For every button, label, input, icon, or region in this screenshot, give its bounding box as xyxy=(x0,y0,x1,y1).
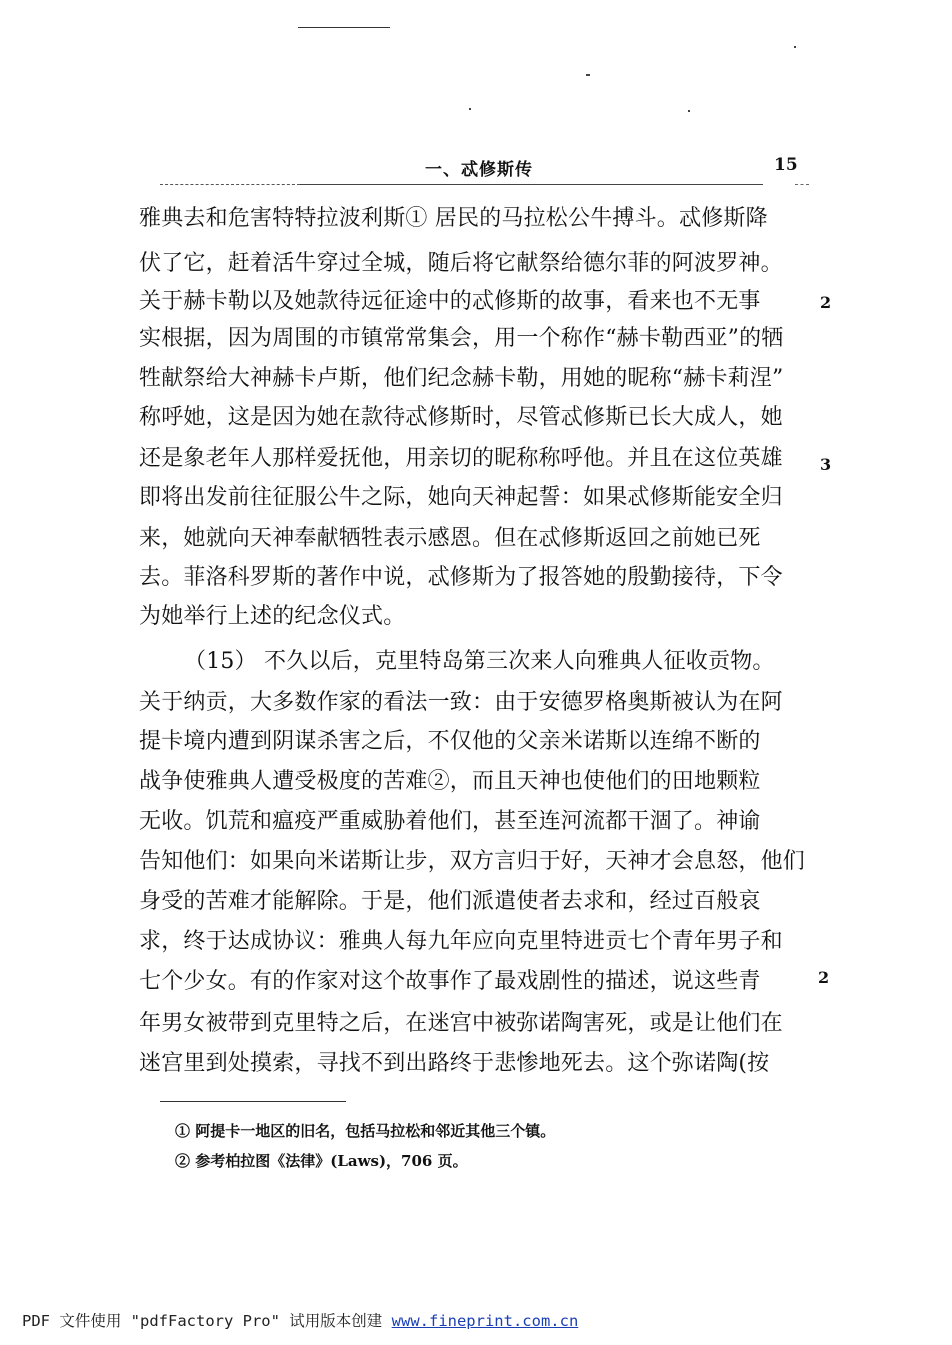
page-number: 15 xyxy=(774,155,798,175)
body-line: 提卡境内遭到阴谋杀害之后，不仅他的父亲米诺斯以连绵不断的 xyxy=(139,729,761,754)
body-line: 身受的苦难才能解除。于是，他们派遣使者去求和，经过百般哀 xyxy=(139,889,761,914)
footnote: ① 阿提卡一地区的旧名，包括马拉松和邻近其他三个镇。 xyxy=(175,1122,556,1140)
pdf-watermark-footer xyxy=(22,1309,578,1331)
body-line: 为她举行上述的纪念仪式。 xyxy=(139,604,406,629)
body-line: 七个少女。有的作家对这个故事作了最戏剧性的描述，说这些青 xyxy=(139,969,761,994)
body-line: 关于赫卡勒以及她款待远征途中的忒修斯的故事，看来也不无事 xyxy=(139,289,761,314)
scan-speck xyxy=(794,46,796,48)
scan-speck xyxy=(688,110,690,112)
header-rule xyxy=(795,184,809,186)
scan-speck xyxy=(469,108,471,110)
body-line: 求，终于达成协议：雅典人每九年应向克里特进贡七个青年男子和 xyxy=(139,929,783,954)
margin-line-marker: 2 xyxy=(820,293,832,312)
body-line: 伏了它，赶着活牛穿过全城，随后将它献祭给德尔菲的阿波罗神。 xyxy=(139,251,783,276)
body-line: 去。菲洛科罗斯的著作中说，忒修斯为了报答她的殷勤接待，下令 xyxy=(139,565,783,590)
body-line: 年男女被带到克里特之后，在迷宫中被弥诺陶害死，或是让他们在 xyxy=(139,1011,783,1036)
footnote-separator-gap xyxy=(150,1101,160,1102)
top-scan-line xyxy=(298,27,390,28)
body-line: 关于纳贡，大多数作家的看法一致：由于安德罗格奥斯被认为在阿 xyxy=(139,690,783,715)
footer-text: PDF 文件使用 "pdfFactory Pro" 试用版本创建 xyxy=(22,1312,383,1330)
footer-link[interactable]: www.fineprint.com.cn xyxy=(391,1312,579,1330)
running-header-title: 一、忒修斯传 xyxy=(425,160,533,180)
scan-speck xyxy=(586,74,590,76)
body-line: 雅典去和危害特特拉波利斯① 居民的马拉松公牛搏斗。忒修斯降 xyxy=(139,206,768,231)
body-line: 迷宫里到处摸索，寻找不到出路终于悲惨地死去。这个弥诺陶(按 xyxy=(139,1051,770,1076)
footnote: ② 参考柏拉图《法律》(Laws)，706 页。 xyxy=(175,1152,468,1170)
header-rule xyxy=(160,184,300,186)
body-line: 实根据，因为周围的市镇常常集会，用一个称作“赫卡勒西亚”的牺 xyxy=(139,326,784,351)
body-line: 称呼她，这是因为她在款待忒修斯时，尽管忒修斯已长大成人，她 xyxy=(139,405,783,430)
header-rule xyxy=(300,184,763,185)
body-line: 还是象老年人那样爱抚他，用亲切的昵称称呼他。并且在这位英雄 xyxy=(139,446,783,471)
body-line: 战争使雅典人遭受极度的苦难②，而且天神也使他们的田地颗粒 xyxy=(139,769,761,794)
footnote-separator xyxy=(150,1101,346,1102)
margin-line-marker: 3 xyxy=(820,455,832,474)
paragraph-start-line: （15） 不久以后，克里特岛第三次来人向雅典人征收贡物。 xyxy=(184,649,775,674)
body-line: 牲献祭给大神赫卡卢斯，他们纪念赫卡勒，用她的昵称“赫卡莉涅” xyxy=(139,366,784,391)
margin-line-marker: 2 xyxy=(818,968,830,987)
body-line: 无收。饥荒和瘟疫严重威胁着他们，甚至连河流都干涸了。神谕 xyxy=(139,809,761,834)
body-line: 即将出发前往征服公牛之际，她向天神起誓：如果忒修斯能安全归 xyxy=(139,485,783,510)
body-line: 告知他们：如果向米诺斯让步，双方言归于好，天神才会息怒，他们 xyxy=(139,849,806,874)
body-line: 来，她就向天神奉献牺牲表示感恩。但在忒修斯返回之前她已死 xyxy=(139,526,761,551)
